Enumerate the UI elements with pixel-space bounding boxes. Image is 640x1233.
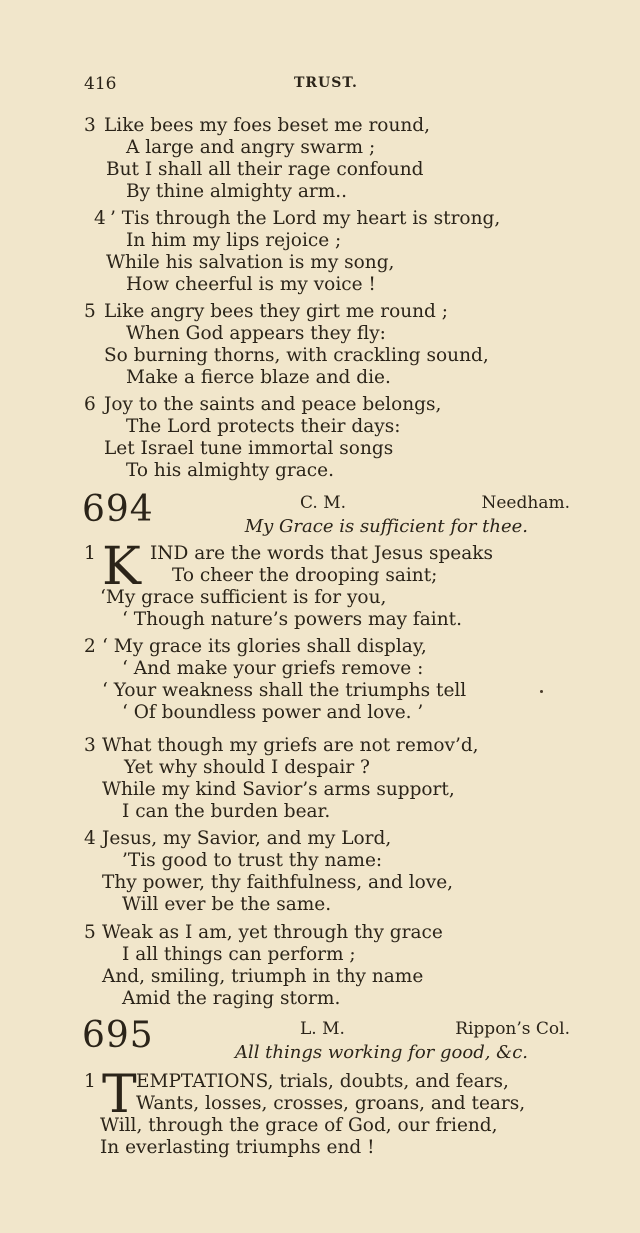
verse-line: Let Israel tune immortal songs: [104, 438, 394, 459]
hymn-subtitle: My Grace is sufficient for thee.: [244, 516, 528, 537]
verse-line: But I shall all their rage confound: [106, 159, 424, 180]
verse-line: EMPTATIONS, trials, doubts, and fears,: [136, 1071, 509, 1092]
stanza: [84, 922, 574, 1010]
hymn-695-header: [82, 1015, 574, 1065]
verse-line: Make a fierce blaze and die.: [126, 367, 391, 388]
verse-line: To cheer the drooping saint;: [172, 565, 438, 586]
verse-line: Yet why should I despair ?: [124, 757, 370, 778]
verse-line: Will, through the grace of God, our friend,: [100, 1115, 498, 1136]
page-number: 416: [84, 74, 117, 94]
verse-line: And, smiling, triumph in thy name: [102, 966, 424, 987]
verse-line: ‘ Though nature’s powers may faint.: [122, 609, 462, 630]
stanza: [84, 208, 574, 296]
verse-line: In everlasting triumphs end !: [100, 1137, 375, 1158]
hymn-meter: L. M.: [300, 1019, 345, 1039]
verse-line: I can the burden bear.: [122, 801, 331, 822]
stanza-number: 3: [84, 115, 96, 136]
verse-line: Amid the raging storm.: [122, 988, 341, 1009]
verse-line: Thy power, thy faithfulness, and love,: [102, 872, 454, 893]
verse-line: ‘ And make your griefs remove :: [122, 658, 424, 679]
verse-line: ‘ Your weakness shall the triumphs tell: [102, 680, 467, 701]
verse-line: When God appears they fly:: [126, 323, 386, 344]
stanza-number: 6: [84, 394, 96, 415]
hymn-number: 695: [82, 1015, 154, 1056]
verse-line: ‘ My grace its glories shall display,: [102, 636, 427, 657]
hymn-tune: Needham.: [481, 493, 570, 513]
hymn-694-header: [82, 489, 574, 539]
stanza: [84, 1065, 574, 1159]
verse-line: What though my griefs are not remov’d,: [102, 735, 479, 756]
hymn-number: 694: [82, 489, 154, 530]
drop-cap: K: [102, 537, 141, 597]
hymn-subtitle: All things working for good, &c.: [234, 1042, 528, 1063]
stanza: [84, 394, 574, 482]
stanza-number: 1: [84, 543, 96, 564]
stanza-number: 1: [84, 1071, 96, 1092]
stanza-number: 5: [84, 922, 96, 943]
stanza-number: 3: [84, 735, 96, 756]
verse-line: Will ever be the same.: [122, 894, 332, 915]
stanza-number: 5: [84, 301, 96, 322]
hymn-tune: Rippon’s Col.: [455, 1019, 570, 1039]
stanza: [84, 828, 574, 916]
verse-line: A large and angry swarm ;: [126, 137, 376, 158]
verse-line: While my kind Savior’s arms support,: [102, 779, 455, 800]
running-title: TRUST.: [294, 75, 358, 91]
verse-line: In him my lips rejoice ;: [126, 230, 342, 251]
verse-line: While his salvation is my song,: [106, 252, 395, 273]
verse-line: IND are the words that Jesus speaks: [150, 543, 493, 564]
stanza-number: 4: [94, 208, 106, 229]
verse-line: Weak as I am, yet through thy grace: [102, 922, 443, 943]
verse-line: I all things can perform ;: [122, 944, 356, 965]
drop-cap: T: [102, 1065, 137, 1125]
ink-speck: [540, 690, 543, 693]
verse-line: Joy to the saints and peace belongs,: [104, 394, 442, 415]
verse-line: ’Tis good to trust thy name:: [122, 850, 383, 871]
stanza-number: 2: [84, 636, 96, 657]
stanza: [84, 636, 574, 724]
verse-line: Wants, losses, crosses, groans, and tears,: [136, 1093, 526, 1114]
hymn-meter: C. M.: [300, 493, 347, 513]
verse-line: The Lord protects their days:: [126, 416, 401, 437]
stanza: [84, 537, 574, 631]
verse-line: By thine almighty arm..: [126, 181, 348, 202]
verse-line: So burning thorns, with crackling sound,: [104, 345, 489, 366]
verse-line: Jesus, my Savior, and my Lord,: [102, 828, 392, 849]
verse-line: How cheerful is my voice !: [126, 274, 376, 295]
verse-line: ’ Tis through the Lord my heart is strong,: [110, 208, 501, 229]
verse-line: Like angry bees they girt me round ;: [104, 301, 449, 322]
stanza: [84, 301, 574, 389]
verse-line: ‘ Of boundless power and love. ’: [122, 702, 424, 723]
stanza: [84, 115, 574, 203]
verse-line: To his almighty grace.: [126, 460, 334, 481]
stanza: [84, 735, 574, 823]
verse-line: ‘My grace sufficient is for you,: [100, 587, 387, 608]
verse-line: Like bees my foes beset me round,: [104, 115, 430, 136]
page-header: [84, 74, 568, 100]
stanza-number: 4: [84, 828, 96, 849]
